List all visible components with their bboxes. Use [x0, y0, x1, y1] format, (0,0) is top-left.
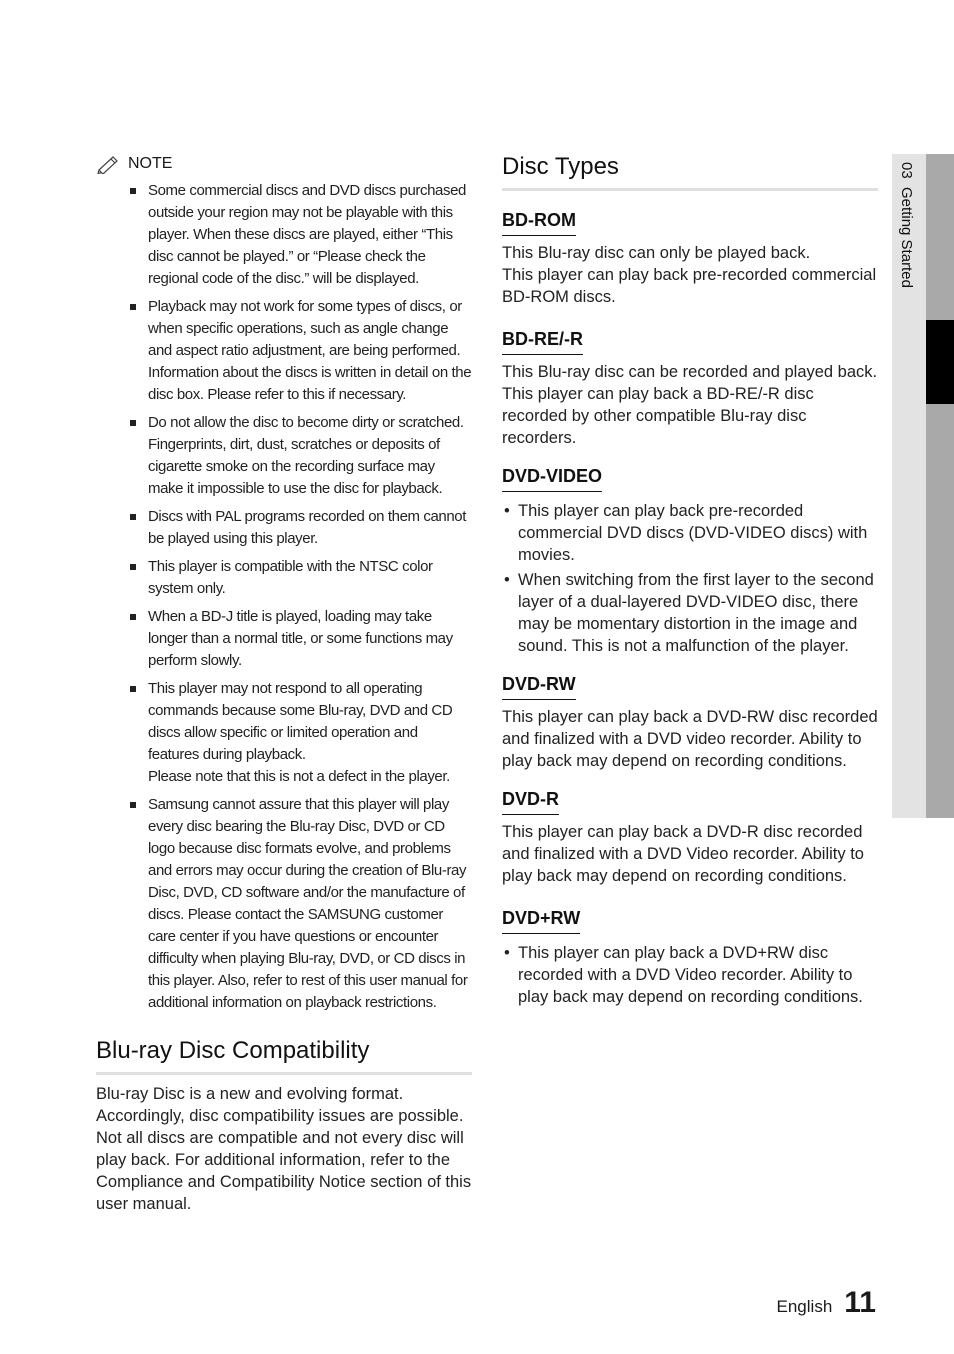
- dvdr-body: This player can play back a DVD-R disc recorded and finalized with a DVD Video recorder. Ability to play back may depend on recording conditions.: [502, 823, 864, 885]
- square-bullet-icon: [130, 420, 136, 426]
- square-bullet-icon: [130, 188, 136, 194]
- note-item: When a BD-J title is played, loading may take longer than a normal title, or some functions may perform slowly.: [96, 606, 472, 672]
- square-bullet-icon: [130, 686, 136, 692]
- dvdplusrw-section: [502, 907, 878, 1008]
- chapter-tab-strip: [926, 154, 954, 320]
- dvdrw-heading: DVD-RW: [502, 673, 576, 700]
- square-bullet-icon: [130, 564, 136, 570]
- list-item: • When switching from the first layer to the second layer of a dual-layered DVD-VIDEO disc, there may be momentary distortion in the image and sound. This is not a malfunction of the player.: [504, 571, 874, 655]
- dvdr-section: [502, 788, 878, 887]
- bdre-body: This Blu-ray disc can be recorded and played back. This player can play back a BD-RE/-R disc recorded by other compatible Blu-ray disc recorders.: [502, 363, 878, 447]
- square-bullet-icon: [130, 802, 136, 808]
- dvdvideo-section: [502, 465, 878, 657]
- bullet-dot-icon: •: [504, 571, 510, 589]
- dvdvideo-list: [502, 500, 878, 657]
- bullet-dot-icon: •: [504, 502, 510, 520]
- note-header: [96, 152, 472, 176]
- chapter-tab-marker: [926, 320, 954, 404]
- footer-language: English: [776, 1297, 833, 1316]
- compat-section: [96, 1036, 472, 1215]
- bullet-dot-icon: •: [504, 944, 510, 962]
- note-item: Playback may not work for some types of discs, or when specific operations, such as angle change and aspect ratio adjustment, are being performed. Information about the discs is written in detail on the disc box. Please refer to this if necessary.: [96, 296, 472, 406]
- bdre-heading: BD-RE/-R: [502, 328, 583, 355]
- dvdvideo-heading: DVD-VIDEO: [502, 465, 602, 492]
- note-title: NOTE: [128, 155, 173, 172]
- dvdrw-body: This player can play back a DVD-RW disc recorded and finalized with a DVD video recorder. Ability to play back may depend on recording conditions.: [502, 708, 878, 770]
- note-item: Some commercial discs and DVD discs purchased outside your region may not be playable with this player. When these discs are played, either “This disc cannot be played.” or “Please check the regional code of the disc.” will be displayed.: [96, 180, 472, 290]
- chapter-label: 03 Getting Started: [898, 162, 915, 288]
- compat-body: Blu-ray Disc is a new and evolving format. Accordingly, disc compatibility issues are possible. Not all discs are compatible and not every disc will play back. For additional information, refer to the Compliance and Compatibility Notice section of this user manual.: [96, 1085, 472, 1213]
- bdrom-heading: BD-ROM: [502, 209, 576, 236]
- disc-types-title: Disc Types: [502, 152, 878, 191]
- bdrom-body: This Blu-ray disc can only be played back. This player can play back pre-recorded commercial BD-ROM discs.: [502, 244, 877, 306]
- square-bullet-icon: [130, 514, 136, 520]
- note-item: Do not allow the disc to become dirty or scratched. Fingerprints, dirt, dust, scratches or deposits of cigarette smoke on the recording surface may make it impossible to use the disc for playback.: [96, 412, 472, 500]
- square-bullet-icon: [130, 304, 136, 310]
- note-item: This player may not respond to all operating commands because some Blu-ray, DVD and CD discs allow specific or limited operation and features during playback. Please note that this is not a defect in the player.: [96, 678, 472, 788]
- bdre-section: [502, 328, 878, 449]
- note-item: This player is compatible with the NTSC color system only.: [96, 556, 472, 600]
- note-item: Discs with PAL programs recorded on them cannot be played using this player.: [96, 506, 472, 550]
- dvdr-heading: DVD-R: [502, 788, 559, 815]
- dvdplusrw-list: [502, 942, 878, 1008]
- page-footer: [777, 1286, 876, 1320]
- note-item: Samsung cannot assure that this player will play every disc bearing the Blu-ray Disc, DVD or CD logo because disc formats evolve, and problems and errors may occur during the creation of Blu-ray Disc, DVD, CD software and/or the manufacture of discs. Please contact the SAMSUNG customer care center if you have questions or encounter difficulty when playing Blu-ray, DVD, or CD discs in this player. Also, refer to rest of this user manual for additional information on playback restrictions.: [96, 794, 472, 1014]
- square-bullet-icon: [130, 614, 136, 620]
- compat-title: Blu-ray Disc Compatibility: [96, 1036, 472, 1075]
- bdrom-section: [502, 209, 878, 308]
- pencil-note-icon: [96, 154, 122, 174]
- note-list: [96, 180, 472, 1014]
- list-item: • This player can play back a DVD+RW disc recorded with a DVD Video recorder. Ability to play back may depend on recording conditions.: [504, 944, 863, 1006]
- right-column: [502, 152, 878, 1011]
- dvdrw-section: [502, 673, 878, 772]
- list-item: • This player can play back pre-recorded commercial DVD discs (DVD-VIDEO discs) with movies.: [504, 502, 868, 564]
- dvdplusrw-heading: DVD+RW: [502, 907, 580, 934]
- page-number: 11: [844, 1286, 876, 1319]
- chapter-tab-strip-lower: [926, 404, 954, 818]
- left-column: [96, 152, 472, 1215]
